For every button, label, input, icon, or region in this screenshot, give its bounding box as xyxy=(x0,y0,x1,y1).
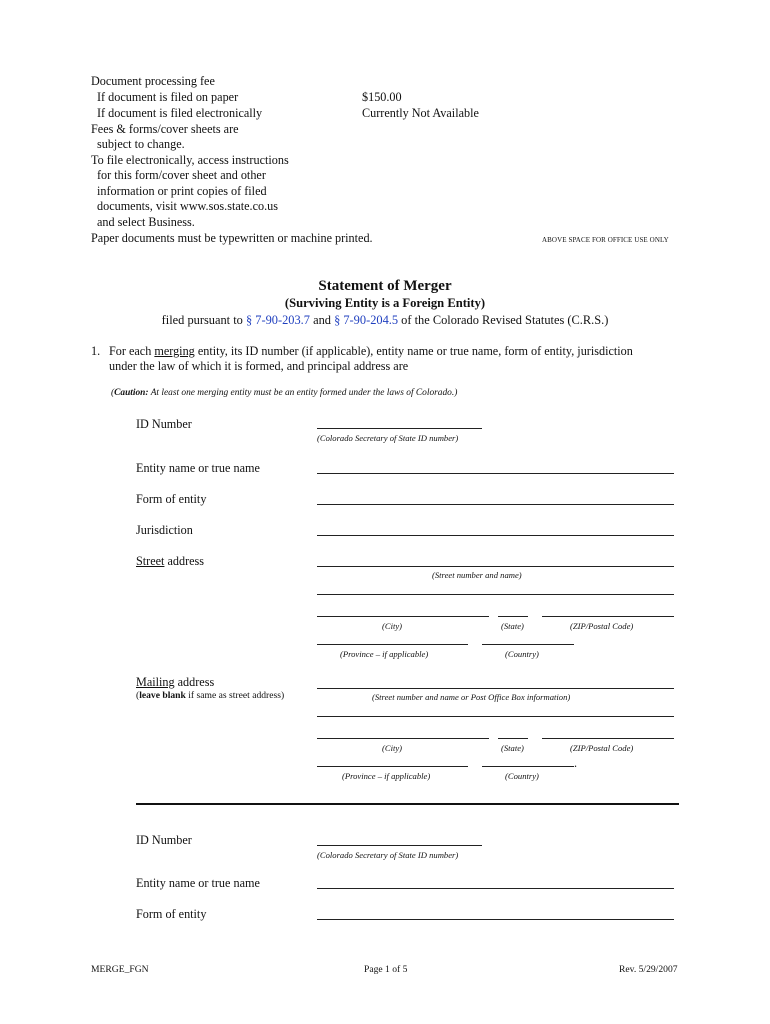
entity-name-label-2: Entity name or true name xyxy=(136,876,260,890)
mailing-address-field[interactable] xyxy=(317,688,674,689)
filed-and: and xyxy=(309,313,335,327)
form-of-entity-field[interactable] xyxy=(317,504,674,505)
item1-text-b: entity, its ID number (if applicable), entity name or true name, form of entity, jurisdiction xyxy=(194,344,633,358)
street-address-label xyxy=(136,554,204,570)
province-field[interactable] xyxy=(317,644,468,645)
mailing-province-field[interactable] xyxy=(317,766,468,767)
office-use-label: ABOVE SPACE FOR OFFICE USE ONLY xyxy=(542,236,669,244)
item1-text-a: For each xyxy=(109,344,155,358)
footer-page-number: Page 1 of 5 xyxy=(364,964,408,975)
efile-line2: for this form/cover sheet and other xyxy=(97,168,266,182)
item1-text-line1 xyxy=(109,344,633,360)
city-field[interactable] xyxy=(317,616,489,617)
item1-merging: merging xyxy=(154,344,195,358)
statute-link-7-90-204-5[interactable]: § 7-90-204.5 xyxy=(334,313,399,327)
street-rest: address xyxy=(164,554,205,568)
efile-line4: documents, visit www.sos.state.co.us xyxy=(97,199,278,213)
filed-prefix: filed pursuant to xyxy=(161,313,246,327)
efile-line5: and select Business. xyxy=(97,215,195,229)
caution-open: ( xyxy=(111,388,115,398)
statute-link-7-90-203-7[interactable]: § 7-90-203.7 xyxy=(245,313,310,327)
leave-blank-open: ( xyxy=(136,690,140,701)
mailing-country-field[interactable] xyxy=(482,766,574,767)
mailing-city-caption: (City) xyxy=(382,743,403,753)
mailing-address-field-line2[interactable] xyxy=(317,716,674,717)
street-word: Street xyxy=(136,554,165,568)
state-caption: (State) xyxy=(501,621,524,631)
mailing-address-label xyxy=(136,675,214,691)
footer-revision: Rev. 5/29/2007 xyxy=(619,964,678,975)
mailing-country-caption: (Country) xyxy=(505,771,539,781)
leave-blank-note xyxy=(136,690,284,701)
id-number-caption-2: (Colorado Secretary of State ID number) xyxy=(317,850,459,860)
mailing-state-caption: (State) xyxy=(501,743,524,753)
entity-name-field[interactable] xyxy=(317,473,674,474)
page-subtitle: (Surviving Entity is a Foreign Entity) xyxy=(284,296,486,310)
caution-close: ) xyxy=(454,388,458,398)
id-number-label: ID Number xyxy=(136,417,192,431)
leave-blank-bold: leave blank xyxy=(139,690,186,701)
jurisdiction-label: Jurisdiction xyxy=(136,523,193,537)
fee-paper-value: $150.00 xyxy=(362,90,402,104)
province-caption: (Province – if applicable) xyxy=(340,649,429,659)
id-number-field-2[interactable] xyxy=(317,845,482,846)
fees-note-line2: subject to change. xyxy=(97,137,185,151)
form-of-entity-label: Form of entity xyxy=(136,492,207,506)
form-of-entity-field-2[interactable] xyxy=(317,919,674,920)
efile-line1: To file electronically, access instructions xyxy=(91,153,289,167)
jurisdiction-field[interactable] xyxy=(317,535,674,536)
caution-note xyxy=(111,388,457,398)
footer-form-code: MERGE_FGN xyxy=(91,964,149,975)
fees-note-line1: Fees & forms/cover sheets are xyxy=(91,122,239,136)
id-number-caption: (Colorado Secretary of State ID number) xyxy=(317,433,459,443)
id-number-field[interactable] xyxy=(317,428,482,429)
country-field[interactable] xyxy=(482,644,574,645)
fee-paper-label: If document is filed on paper xyxy=(97,90,239,104)
zip-caption: (ZIP/Postal Code) xyxy=(570,621,634,631)
leave-blank-rest: if same as street address) xyxy=(185,690,285,701)
city-caption: (City) xyxy=(382,621,403,631)
mailing-country-period: . xyxy=(574,756,578,770)
mailing-zip-caption: (ZIP/Postal Code) xyxy=(570,743,634,753)
filed-suffix: of the Colorado Revised Statutes (C.R.S.) xyxy=(398,313,609,327)
item1-number: 1. xyxy=(91,344,101,358)
mailing-province-caption: (Province – if applicable) xyxy=(342,771,431,781)
caution-text: At least one merging entity must be an entity formed under the laws of Colorado. xyxy=(148,388,455,398)
street-address-field[interactable] xyxy=(317,566,674,567)
mailing-city-field[interactable] xyxy=(317,738,489,739)
mailing-rest: address xyxy=(174,675,215,689)
fee-heading: Document processing fee xyxy=(91,74,215,88)
page-title: Statement of Merger xyxy=(318,278,452,294)
caution-label: Caution: xyxy=(114,388,149,398)
form-of-entity-label-2: Form of entity xyxy=(136,907,207,921)
mailing-zip-field[interactable] xyxy=(542,738,674,739)
entity-name-label: Entity name or true name xyxy=(136,461,260,475)
id-number-label-2: ID Number xyxy=(136,833,192,847)
mailing-caption: (Street number and name or Post Office Box information) xyxy=(372,692,571,702)
filed-pursuant-line xyxy=(0,313,770,328)
entity-separator xyxy=(136,803,679,805)
entity-name-field-2[interactable] xyxy=(317,888,674,889)
fee-electronic-value: Currently Not Available xyxy=(362,106,479,120)
item1-text-line2: under the law of which it is formed, and principal address are xyxy=(109,359,409,373)
mailing-word: Mailing xyxy=(136,675,175,689)
mailing-state-field[interactable] xyxy=(498,738,528,739)
state-field[interactable] xyxy=(498,616,528,617)
efile-line3: information or print copies of filed xyxy=(97,184,267,198)
street-caption: (Street number and name) xyxy=(432,570,522,580)
street-address-field-line2[interactable] xyxy=(317,594,674,595)
zip-field[interactable] xyxy=(542,616,674,617)
typewritten-note: Paper documents must be typewritten or machine printed. xyxy=(91,231,373,245)
fee-electronic-label: If document is filed electronically xyxy=(97,106,263,120)
country-caption: (Country) xyxy=(505,649,539,659)
